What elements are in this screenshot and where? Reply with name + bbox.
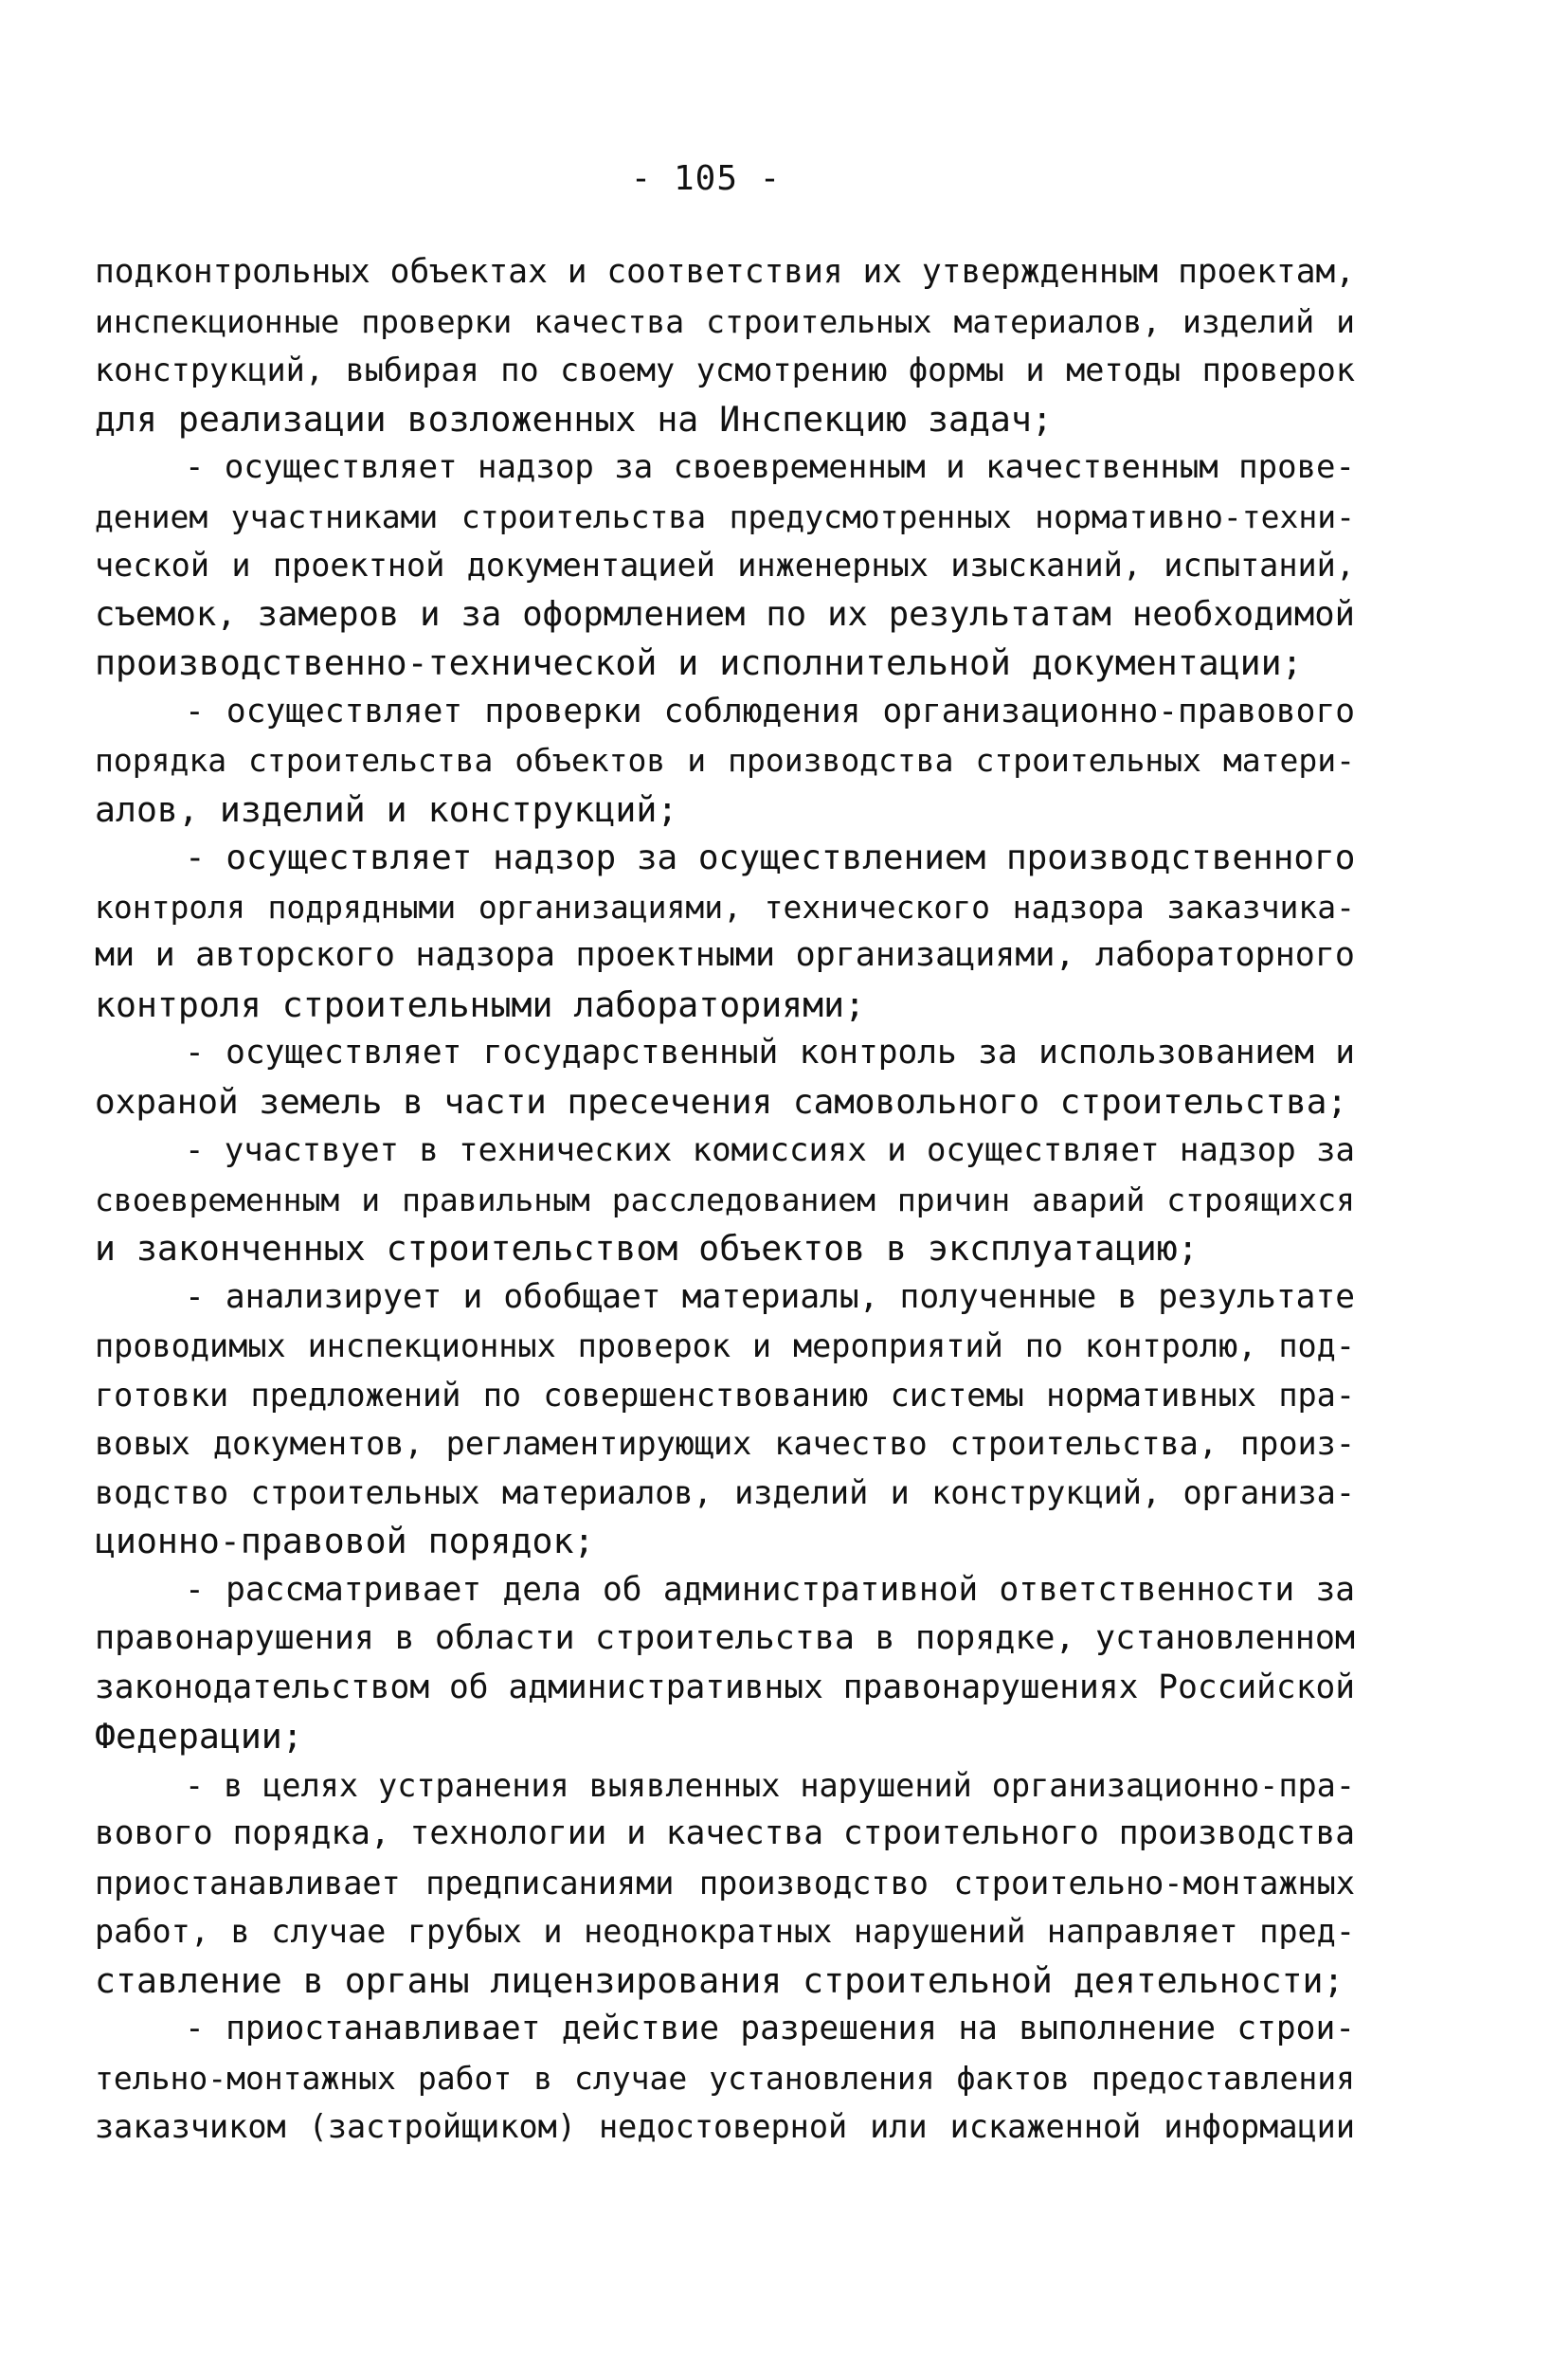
text-line: готовки предложений по совершенствованию системы нормативных пра-: [95, 1376, 1355, 1414]
text-line: и законченных строительством объектов в эксплуатацию;: [95, 1228, 1199, 1269]
text-line: - рассматривает дела об административной ответственности за: [185, 1570, 1355, 1609]
text-line: - осуществляет государственный контроль за использованием и: [185, 1034, 1355, 1072]
text-line: ческой и проектной документацией инженерных изысканий, испытаний,: [95, 547, 1355, 584]
text-line: заказчиком (застройщиком) недостоверной или искаженной информации: [95, 2108, 1355, 2145]
text-line: вового порядка, технологии и качества строительного производства: [95, 1814, 1355, 1852]
text-line: для реализации возложенных на Инспекцию задач;: [95, 398, 1053, 440]
text-line: инспекционные проверки качества строительных материалов, изделий и: [95, 302, 1355, 340]
text-line: ционно-правовой порядок;: [95, 1521, 595, 1561]
text-line: - осуществляет надзор за своевременным и качественным прове-: [185, 448, 1355, 486]
document-body: [95, 248, 1355, 2152]
text-line: - осуществляет надзор за осуществлением производственного: [185, 838, 1355, 877]
text-line: алов, изделий и конструкций;: [95, 788, 678, 830]
text-line: вовых документов, регламентирующих качество строительства, произ-: [95, 1425, 1355, 1462]
text-line: контроля подрядными организациями, технического надзора заказчика-: [95, 888, 1355, 926]
text-line: охраной земель в части пресечения самовольного строительства;: [95, 1082, 1348, 1122]
text-line: приостанавливает предписаниями производство строительно-монтажных: [95, 1864, 1355, 1902]
text-line: - приостанавливает действие разрешения на выполнение строи-: [185, 2010, 1355, 2047]
text-line: подконтрольных объектах и соответствия их утвержденным проектам,: [95, 253, 1355, 291]
text-line: порядка строительства объектов и производства строительных матери-: [95, 742, 1355, 779]
text-line: ставление в органы лицензирования строительной деятельности;: [95, 1959, 1344, 2001]
text-line: тельно-монтажных работ в случае установления фактов предоставления: [95, 2059, 1355, 2097]
text-line: правонарушения в области строительства в порядке, установленном: [95, 1619, 1355, 1657]
text-line: конструкций, выбирая по своему усмотрению формы и методы проверок: [95, 352, 1355, 388]
text-line: своевременным и правильным расследованием причин аварий строящихся: [95, 1181, 1355, 1218]
text-line: - осуществляет проверки соблюдения организационно-правового: [185, 692, 1355, 730]
text-line: - в целях устранения выявленных нарушений организационно-пра-: [185, 1766, 1355, 1804]
page-number: - 105 -: [630, 159, 782, 198]
text-line: - анализирует и обобщает материалы, полученные в результате: [185, 1277, 1355, 1316]
text-line: законодательством об административных правонарушениях Российской: [95, 1668, 1355, 1706]
text-line: контроля строительными лабораториями;: [95, 983, 866, 1025]
text-line: проводимых инспекционных проверок и мероприятий по контролю, под-: [95, 1327, 1355, 1364]
text-line: водство строительных материалов, изделий и конструкций, организа-: [95, 1473, 1355, 1511]
text-line: съемок, замеров и за оформлением по их результатам необходимой: [95, 594, 1355, 634]
text-line: работ, в случае грубых и неоднократных нарушений направляет пред-: [95, 1913, 1355, 1950]
text-line: производственно-технической и исполнительной документации;: [95, 642, 1303, 683]
text-line: ми и авторского надзора проектными организациями, лабораторного: [95, 936, 1355, 974]
text-line: Федерации;: [95, 1716, 303, 1757]
text-line: - участвует в технических комиссиях и осуществляет надзор за: [185, 1131, 1355, 1169]
text-line: дением участниками строительства предусмотренных нормативно-техни-: [95, 497, 1355, 535]
